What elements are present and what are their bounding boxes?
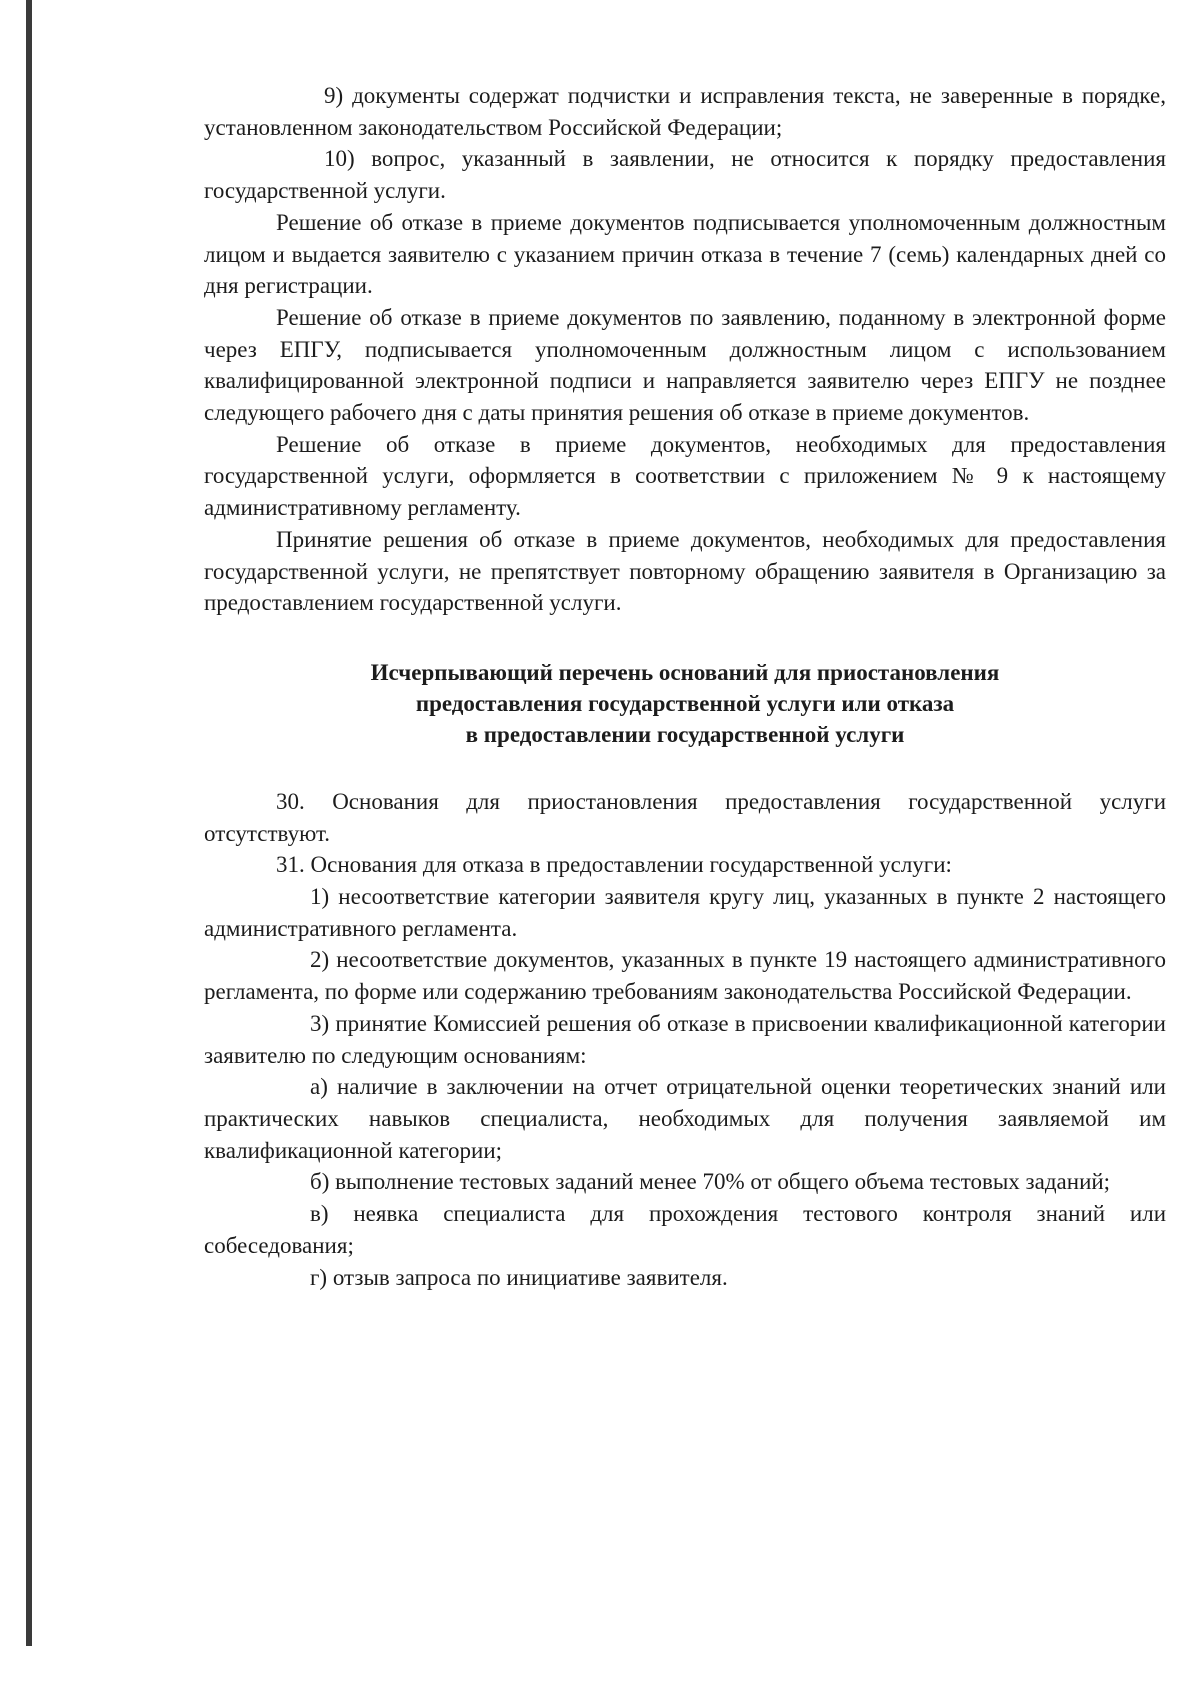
paragraph-31-item-2: 2) несоответствие документов, указанных в пункте 19 настоящего административного регламента, по форме или содержанию требованиям законодательства Российской Федерации. <box>204 947 1166 1005</box>
paragraph-refusal-signing: Решение об отказе в приеме документов подписывается уполномоченным должностным лицом и выдается заявителю с указанием причин отказа в течение 7 (семь) календарных дней со дня регистрации. <box>204 209 1166 299</box>
paragraph-repeat-application: Принятие решения об отказе в приеме документов, необходимых для предоставления государственной услуги, не препятствует повторному обращению заявителя в Организацию за предоставлением государственной услуги. <box>204 526 1166 616</box>
paragraph-31-subitem-g: г) отзыв запроса по инициативе заявителя. <box>310 1264 728 1290</box>
section-heading <box>204 657 1166 750</box>
paragraph-30: 30. Основания для приостановления предоставления государственной услуги отсутствуют. <box>204 788 1166 846</box>
paragraph-31-item-1: 1) несоответствие категории заявителя кругу лиц, указанных в пункте 2 настоящего административного регламента. <box>204 884 1166 941</box>
paragraph-refusal-electronic: Решение об отказе в приеме документов по заявлению, поданному в электронной форме через ЕПГУ, подписывается уполномоченным должностным лицом с использованием квалифицированной электронной подписи и направляется заявителю через ЕПГУ не позднее следующего рабочего дня с даты принятия решения об отказе в приеме документов. <box>204 304 1166 426</box>
paragraph-31-subitem-a: а) наличие в заключении на отчет отрицательной оценки теоретических знаний или практических навыков специалиста, необходимых для получения заявляемой им квалификационной категории; <box>204 1074 1166 1163</box>
paragraphs-before <box>204 80 1166 619</box>
paragraph-refusal-form: Решение об отказе в приеме документов, необходимых для предоставления государственной услуги, оформляется в соответствии с приложением № 9 к настоящему административному регламенту. <box>204 431 1166 521</box>
heading-line-1: Исчерпывающий перечень оснований для приостановления <box>370 659 1000 685</box>
heading-line-2: предоставления государственной услуги или отказа <box>415 690 955 716</box>
paragraph-31: 31. Основания для отказа в предоставлении государственной услуги: <box>276 852 952 878</box>
paragraph-item-10: 10) вопрос, указанный в заявлении, не относится к порядку предоставления государственной услуги. <box>204 146 1166 204</box>
scan-edge-line <box>26 0 32 1646</box>
paragraph-31-subitem-v: в) неявка специалиста для прохождения тестового контроля знаний или собеседования; <box>204 1201 1166 1258</box>
document-page <box>204 80 1166 1293</box>
paragraph-item-9: 9) документы содержат подчистки и исправления текста, не заверенные в порядке, установленном законодательством Российской Федерации; <box>204 83 1166 140</box>
paragraph-31-subitem-b: б) выполнение тестовых заданий менее 70% от общего объема тестовых заданий; <box>310 1169 1111 1195</box>
heading-line-3: в предоставлении государственной услуги <box>465 721 905 747</box>
paragraph-31-item-3: 3) принятие Комиссией решения об отказе в присвоении квалификационной категории заявителю по следующим основаниям: <box>204 1010 1166 1068</box>
paragraphs-after <box>204 786 1166 1293</box>
